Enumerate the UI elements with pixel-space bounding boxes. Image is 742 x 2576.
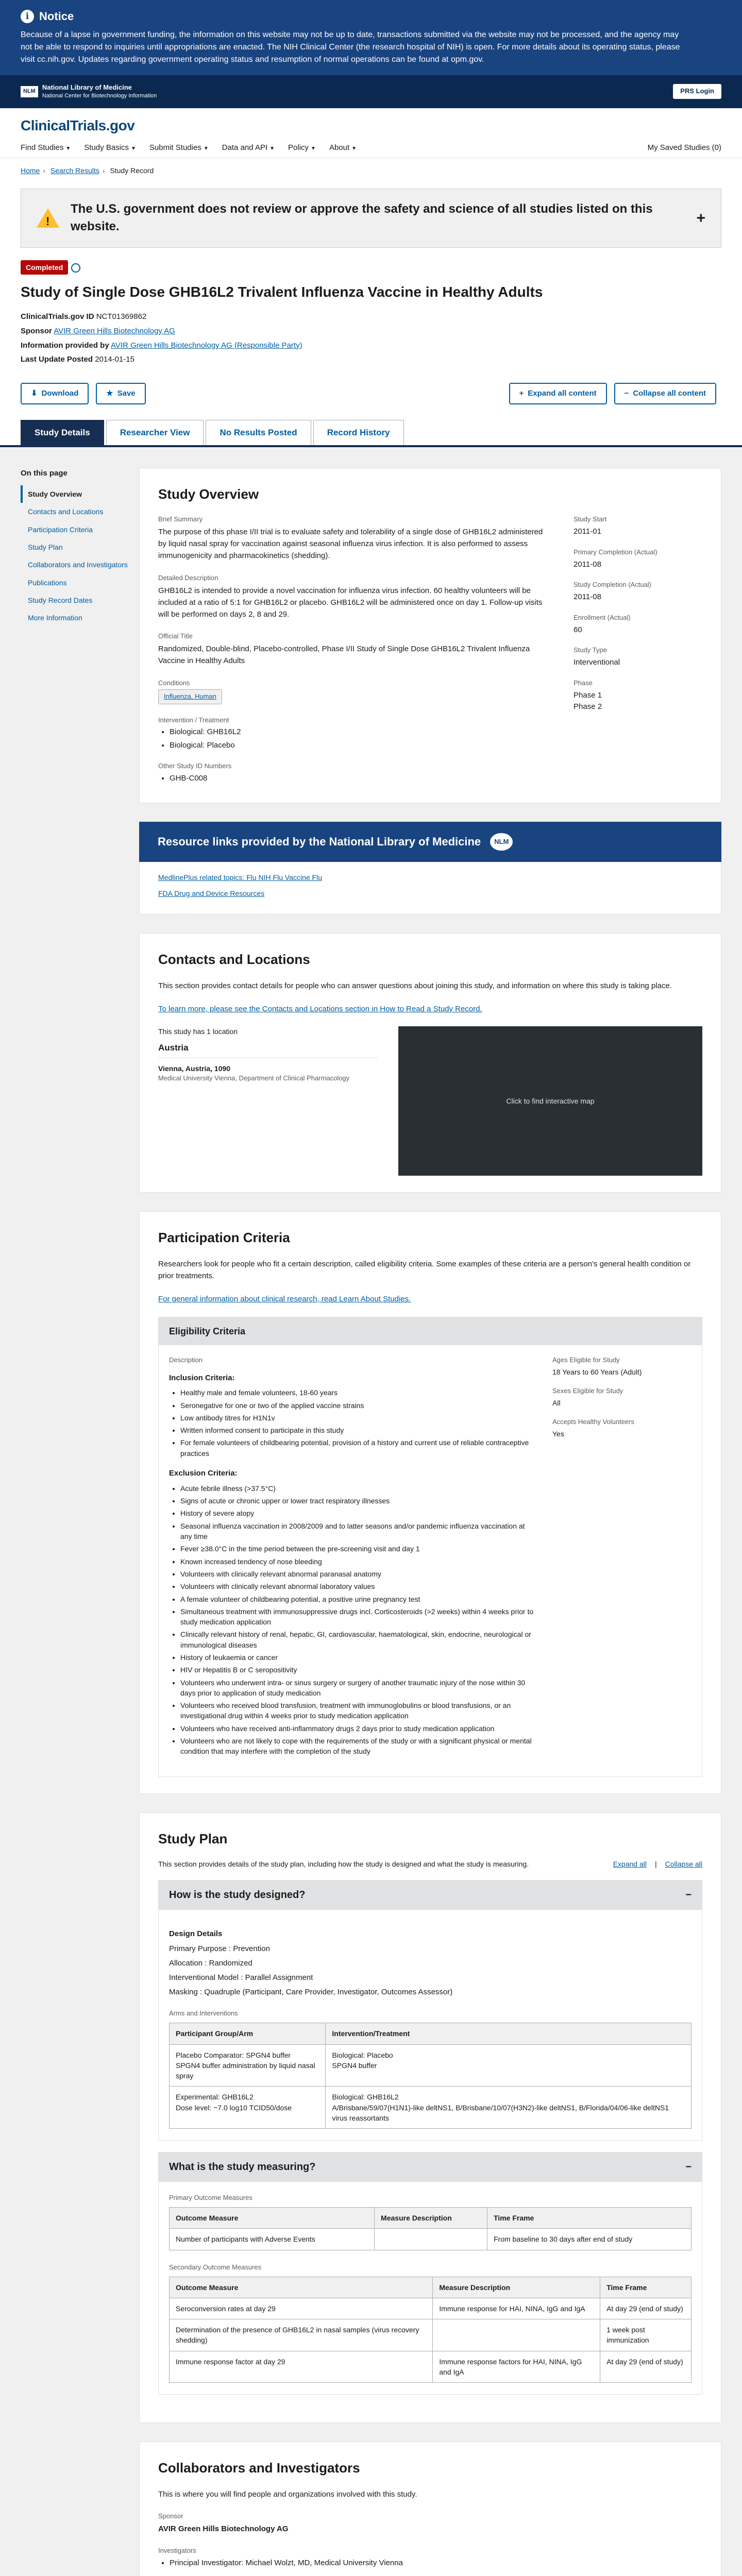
save-icon: ★ [106, 389, 113, 398]
criteria-intro: Researchers look for people who fit a certain description, called eligibility criteria. Some examples of these criteria are a person's general health condition or prior treatments. [158, 1259, 691, 1281]
breadcrumb-current: Study Record [110, 166, 154, 175]
plan-expand-all[interactable]: Expand all [613, 1860, 647, 1869]
nlm-resources-header[interactable] [139, 822, 721, 862]
study-plan-section: Study Plan This section provides details of the study plan, including how the study is designed and what the study is measuring. Expand all | Collapse all How is the study designed? − Design Details Primary Purpose : Prevention Allocation : Randomized Interventional Model : Parallel Assignment Masking : Quadruple (Participant, Care Provider, Investigator, Outcomes Assessor) Arms and Interventions Participant Group/Arm Intervention/Treatment Placebo Comparator: SPGN4 buffer SPGN4 buffer administration by liquid nasal spray Biological: Placebo SPGN4 buffer Experimental: GHB16L2 Dose level: ~7.0 log10 TCID50/dose Biological: GHB16L2 A/Brisbane/59/07(H1N1)-like deltNS1, B/Brisbane/10/07(H3N2)-like deltNS1, B/Florida/04/06-like deltNS1 virus reassortants What is the study measuring? − Primary Outcome Measures Outcome Measure Measure Description Time Frame Number of participants with Adverse Events From baseline to 30 days after end of study Secondary Outcome Measures Outcome Measure Measure Description Time Frame Seroconversion rates at day 29 Immune response for HAI, NINA, IgG and IgA At day 29 (end of study) Determination of the presence of GHB16L2 in nasal samples (virus recovery shedding) 1 week post immunization Immune response factor at day 29 Immune response factors for HAI, NINA, IgG and IgA At day 29 (end of study) [139, 1812, 721, 2424]
main-area [0, 447, 742, 2576]
inclusion-label: Inclusion Criteria: [169, 1373, 235, 1382]
breadcrumb: Home › Search Results › Study Record [21, 166, 154, 175]
page-sidebar [21, 468, 139, 2576]
healthy-volunteers: Yes [552, 1429, 564, 1438]
nlm-bar [0, 75, 742, 108]
saved-studies-link[interactable]: My Saved Studies (0) [647, 143, 721, 152]
arms-label: Arms and Interventions [169, 2009, 238, 2018]
other-id-item: • GHB-C008 [170, 773, 553, 784]
save-button[interactable]: ★ Save [96, 383, 146, 404]
phase-2: Phase 2 [574, 702, 602, 711]
study-title: Study of Single Dose GHB16L2 Trivalent Influenza Vaccine in Healthy Adults [21, 284, 543, 300]
arms-table: Participant Group/Arm Intervention/Treatment Placebo Comparator: SPGN4 buffer SPGN4 buffer administration by liquid nasal spray Biological: Placebo SPGN4 buffer Experimental: GHB16L2 Dose level: ~7.0 log10 TCID50/dose Biological: GHB16L2 A/Brisbane/59/07(H1N1)-like deltNS1, B/Brisbane/10/07(H3N2)-like deltNS1, B/Florida/04/06-like deltNS1 virus reassortants [169, 2023, 692, 2129]
tab-record-history[interactable]: Record History [313, 420, 404, 446]
last-update-row: Last Update Posted 2014-01-15 [21, 355, 134, 364]
disclaimer-banner[interactable] [21, 189, 721, 248]
design-masking: Masking : Quadruple (Participant, Care Provider, Investigator, Outcomes Assessor) [169, 1987, 453, 1996]
fda-resources-link[interactable]: FDA Drug and Device Resources [158, 889, 265, 897]
resources-heading: Resource links provided by the National Library of Medicine [158, 835, 481, 849]
download-icon: ⬇ [31, 389, 38, 398]
collab-intro: This is where you will find people and organizations involved with this study. [158, 2490, 417, 2499]
table-row: Immune response factor at day 29 Immune response factors for HAI, NINA, IgG and IgA At day 29 (end of study) [170, 2351, 692, 2383]
tab-no-results[interactable]: No Results Posted [206, 420, 311, 446]
other-ids-label: Other Study ID Numbers [158, 761, 232, 770]
criteria-heading: Participation Criteria [158, 1230, 290, 1246]
minus-icon: − [624, 389, 629, 398]
overview-facts: Study Start 2011-01 Primary Completion (Actual) 2011-08 Study Completion (Actual) 2011-08 Enrollment (Actual) 60 Study Type Interventional Phase Phase 1 Phase 2 [574, 515, 702, 786]
sidebar-item-publications[interactable]: Publications [28, 578, 67, 587]
interventions-label: Intervention / Treatment [158, 716, 229, 724]
primary-outcomes-table: Outcome Measure Measure Description Time Frame Number of participants with Adverse Events From baseline to 30 days after end of study [169, 2207, 692, 2250]
design-accordion-header[interactable]: How is the study designed? − [159, 1880, 702, 1910]
plus-icon: + [519, 389, 524, 398]
sidebar-title: On this page [21, 469, 68, 478]
sidebar-item-collaborators[interactable]: Collaborators and Investigators [28, 561, 128, 569]
sidebar-item-contacts[interactable]: Contacts and Locations [28, 507, 104, 516]
design-purpose: Primary Purpose : Prevention [169, 1944, 270, 1954]
sidebar-item-criteria[interactable]: Participation Criteria [28, 525, 93, 534]
table-row: Determination of the presence of GHB16L2 in nasal samples (virus recovery shedding) 1 week post immunization [170, 2319, 692, 2351]
criteria-section [139, 1211, 721, 1793]
collapse-all-button[interactable]: − Collapse all content [614, 383, 716, 404]
nav-policy[interactable]: Policy ▼ [288, 143, 316, 152]
plan-intro: This section provides details of the study plan, including how the study is designed and what the study is measuring. [158, 1860, 529, 1869]
tab-researcher-view[interactable]: Researcher View [106, 420, 204, 446]
detailed-description-label: Detailed Description [158, 573, 218, 582]
shutdown-notice [0, 0, 742, 75]
notice-text: Because of a lapse in government funding, the information on this website may not be up to date, transactions submitted via the website may not be processed, and the agency may not be able to respond to inquiries until appropriations are enacted. The NIH Clinical Center (the research hospital of NIH) is open. For more details about its operating status, please visit cc.nih.gov. Updates regarding government operating status and resumption of normal operations can be found at opm.gov. [21, 30, 680, 64]
nav-study-basics[interactable]: Study Basics ▼ [84, 143, 136, 152]
sidebar-item-overview[interactable]: Study Overview [21, 485, 129, 503]
download-button[interactable]: ⬇ Download [21, 383, 89, 404]
table-row: Number of participants with Adverse Events From baseline to 30 days after end of study [170, 2229, 692, 2250]
action-buttons [21, 383, 721, 404]
phase-1: Phase 1 [574, 690, 602, 700]
sponsor-row: Sponsor AVIR Green Hills Biotechnology AG [21, 326, 175, 335]
contacts-section [139, 933, 721, 1193]
sidebar-item-dates[interactable]: Study Record Dates [28, 596, 93, 604]
enrollment: 60 [574, 625, 582, 634]
eligibility-facts: Ages Eligible for Study 18 Years to 60 Years (Adult) Sexes Eligible for Study All Accepts Healthy Volunteers Yes [552, 1355, 692, 1766]
study-type: Interventional [574, 658, 620, 667]
location-site-sub: Medical University Vienna, Department of Clinical Pharmacology [158, 1074, 350, 1082]
collapse-icon: − [685, 1889, 692, 1901]
study-header [0, 260, 742, 404]
location-list [158, 1026, 378, 1176]
table-row: Experimental: GHB16L2 Dose level: ~7.0 log10 TCID50/dose Biological: GHB16L2 A/Brisbane/59/07(H1N1)-like deltNS1, B/Brisbane/10/07(H3N2)-like deltNS1, B/Florida/04/06-like deltNS1 virus reassortants [170, 2087, 692, 2129]
criteria-general[interactable]: For general information about clinical research, read Learn About Studies. [158, 1295, 411, 1304]
plan-heading: Study Plan [158, 1831, 228, 1846]
warning-icon: ! [37, 208, 59, 228]
location-map[interactable]: Click to find interactive map [398, 1026, 702, 1176]
measure-accordion-header[interactable]: What is the study measuring? − [159, 2153, 702, 2182]
eligibility-title: Eligibility Criteria [159, 1317, 702, 1345]
expand-icon[interactable]: + [696, 209, 705, 227]
intervention-item: • Biological: Placebo [170, 740, 553, 751]
design-accordion [158, 1880, 702, 2141]
site-header [0, 108, 742, 158]
collaborators-section: Collaborators and Investigators This is where you will find people and organizations involved with this study. Sponsor AVIR Green Hills Biotechnology AG Investigators • Principal Investigator: Michael Wolzt, MD, Medical University Vienna [139, 2442, 721, 2576]
expand-all-button[interactable]: + Expand all content [509, 383, 607, 404]
nlm-resources-body [139, 862, 721, 914]
sidebar-item-more-info[interactable]: More Information [28, 614, 82, 622]
conditions-label: Conditions [158, 679, 190, 687]
primary-outcomes-label: Primary Outcome Measures [169, 2194, 252, 2202]
secondary-outcomes-table: Outcome Measure Measure Description Time Frame Seroconversion rates at day 29 Immune response for HAI, NINA, IgG and IgA At day 29 (end of study) Determination of the presence of GHB16L2 in nasal samples (virus recovery shedding) 1 week post immunization Immune response factor at day 29 Immune response factors for HAI, NINA, IgG and IgA At day 29 (end of study) [169, 2277, 692, 2383]
content-column [139, 468, 721, 2576]
nav-submit-studies[interactable]: Submit Studies ▼ [149, 143, 209, 152]
status-badge: Completed [21, 260, 68, 275]
collapse-icon: − [685, 2161, 692, 2173]
official-title-label: Official Title [158, 632, 193, 640]
breadcrumb-search-results[interactable]: Search Results [50, 166, 99, 175]
collab-heading: Collaborators and Investigators [158, 2460, 360, 2476]
nlm-badge: NLM [490, 833, 513, 851]
nav-about[interactable]: About ▼ [329, 143, 357, 152]
measure-accordion [158, 2152, 702, 2395]
study-overview-section [139, 468, 721, 803]
sexes-eligible: All [552, 1398, 561, 1407]
medlineplus-links[interactable]: MedlinePlus related topics: Flu NIH Flu Vaccine Flu [158, 873, 322, 882]
table-row: Placebo Comparator: SPGN4 buffer SPGN4 buffer administration by liquid nasal spray Biological: Placebo SPGN4 buffer [170, 2044, 692, 2087]
sidebar-item-plan[interactable]: Study Plan [28, 543, 63, 552]
overview-heading: Study Overview [158, 486, 259, 502]
site-brand[interactable]: ClinicalTrials.gov [21, 117, 135, 133]
disclaimer-text: The U.S. government does not review or approve the safety and science of all studies listed on this website. [71, 201, 653, 234]
info-provided-row: Information provided by AVIR Green Hills Biotechnology AG (Responsible Party) [21, 341, 302, 350]
design-details-label: Design Details [169, 1929, 223, 1938]
official-title: Randomized, Double-blind, Placebo-controlled, Phase I/II Study of Single Dose GHB16L2 Trivalent Influenza Vaccine in Healthy Adults [158, 645, 530, 666]
location-site: Vienna, Austria, 1090 [158, 1064, 231, 1073]
plan-collapse-all[interactable]: Collapse all [665, 1860, 702, 1869]
brief-summary: The purpose of this phase I/II trial is to evaluate safety and tolerability of a single dose of GHB16L2 administered by liquid nasal spray for vaccination against seasonal influenza virus infection. It is also performed to assess immunogenicity and pharmacokinetics (shedding). [158, 527, 543, 561]
ages-eligible: 18 Years to 60 Years (Adult) [552, 1367, 642, 1376]
tab-study-details[interactable]: Study Details [21, 420, 104, 446]
nav-find-studies[interactable]: Find Studies ▼ [21, 143, 71, 152]
inclusion-list: • Healthy male and female volunteers, 18-60 years • Seronegative for one or two of the applied vaccine strains • Low antibody titres for H1N1v • Written informed consent to participate in this study • For female volunteers of childbearing potential, provision of a history and current use of reliable contraceptive practices [169, 1387, 537, 1459]
breadcrumb-home[interactable]: Home [21, 166, 40, 175]
main-nav [21, 142, 721, 154]
eligibility-box: Eligibility Criteria Description Inclusion Criteria: • Healthy male and female volunteers, 18-60 years • Seronegative for one or two of the applied vaccine strains • Low antibody titres for H1N1v • Written informed consent to participate in this study • For female volunteers of childbearing potential, provision of a history and current use of reliable contraceptive practices Exclusion Criteria: • Acute febrile illness (>37.5°C) • Signs of acute or chronic upper or lower tract respiratory illnesses • History of severe atopy • Seasonal influenza vaccination in 2008/2009 and to latter seasons and/or pandemic influenza vaccination at any time • Fever ≥38.0°C in the time period between the pre-screening visit and day 1 • Known increased tendency of nose bleeding • Volunteers with clinically relevant abnormal paranasal anatomy • Volunteers with clinically relevant abnormal laboratory values • A female volunteer of childbearing potential, a positive urine pregnancy test • Simultaneous treatment with immunosuppressive drugs incl. Corticosteroids (>2 weeks) within 4 weeks prior to study medication application • Clinically relevant history of renal, hepatic, GI, cardiovascular, haematological, skin, endocrine, neurological or immunological diseases • History of leukaemia or cancer • HIV or Hepatitis B or C seropositivity • Volunteers who underwent intra- or sinus surgery or surgery of another traumatic injury of the nose within 30 days prior to application of study medication • Volunteers who received blood transfusion, treatment with immunoglobulins or blood transfusions, or an investigational drug within 4 weeks prior to study medication application • Volunteers who have received anti-inflammatory drugs 2 days prior to study medication application • Volunteers who are not likely to cope with the requirements of the study or with a significant physical or mental condition that may interfere with the completion of the study Ages Eligible for Study 18 Years to 60 Years (Adult) Sexes Eligible for Study All Accepts Healthy Volunteers Yes [158, 1317, 702, 1777]
notice-title: Notice [39, 10, 74, 23]
investigator-item: • Principal Investigator: Michael Wolzt, MD, Medical University Vienna [170, 2557, 702, 2569]
design-model: Interventional Model : Parallel Assignment [169, 1973, 313, 1982]
intervention-item: • Biological: GHB16L2 [170, 726, 553, 738]
nlm-logo[interactable]: NLM National Library of Medicine National Center for Biotechnology Information [21, 83, 157, 101]
detailed-description: GHB16L2 is intended to provide a novel vaccination for influenza virus infection. 60 healthy volunteers will be included at a ratio of 5:1 for GHB16L2 or placebo. GHB16L2 will be administered once on day 1. Follow-up visits will be performed on days 2, 8 and 29. [158, 586, 543, 619]
contacts-heading: Contacts and Locations [158, 951, 310, 967]
contacts-learn-more[interactable]: To learn more, please see the Contacts and Locations section in How to Read a Study Record. [158, 1004, 482, 1013]
collab-sponsor: AVIR Green Hills Biotechnology AG [158, 2524, 289, 2534]
primary-completion: 2011-08 [574, 560, 601, 569]
brief-summary-label: Brief Summary [158, 515, 203, 523]
prs-login-button[interactable]: PRS Login [673, 84, 721, 99]
contacts-intro: This section provides contact details for people who can answer questions about joining this study, and information on where this study is taking place. [158, 981, 672, 990]
exclusion-label: Exclusion Criteria: [169, 1469, 238, 1478]
location-count: This study has 1 location [158, 1027, 238, 1036]
info-icon: i [21, 10, 34, 23]
table-row: Seroconversion rates at day 29 Immune response for HAI, NINA, IgG and IgA At day 29 (end of study) [170, 2298, 692, 2319]
nav-data-api[interactable]: Data and API ▼ [222, 143, 275, 152]
exclusion-list: • Acute febrile illness (>37.5°C) • Signs of acute or chronic upper or lower tract respiratory illnesses • History of severe atopy • Seasonal influenza vaccination in 2008/2009 and to latter seasons and/or pandemic influenza vaccination at any time • Fever ≥38.0°C in the time period between the pre-screening visit and day 1 • Known increased tendency of nose bleeding • Volunteers with clinically relevant abnormal paranasal anatomy • Volunteers with clinically relevant abnormal laboratory values • A female volunteer of childbearing potential, a positive urine pregnancy test • Simultaneous treatment with immunosuppressive drugs incl. Corticosteroids (>2 weeks) within 4 weeks prior to study medication application • Clinically relevant history of renal, hepatic, GI, cardiovascular, haematological, skin, endocrine, neurological or immunological diseases • History of leukaemia or cancer • HIV or Hepatitis B or C seropositivity • Volunteers who underwent intra- or sinus surgery or surgery of another traumatic injury of the nose within 30 days prior to application of study medication • Volunteers who received blood transfusion, treatment with immunoglobulins or blood transfusions, or an investigational drug within 4 weeks prior to study medication application • Volunteers who have received anti-inflammatory drugs 2 days prior to study medication application • Volunteers who are not likely to cope with the requirements of the study or with a significant physical or mental condition that may interfere with the completion of the study [169, 1483, 537, 1757]
condition-tag[interactable]: Influenza, Human [158, 689, 222, 704]
study-id-row: ClinicalTrials.gov ID NCT01369862 [21, 312, 147, 321]
design-allocation: Allocation : Randomized [169, 1959, 252, 1968]
record-tabs [0, 420, 742, 448]
study-completion: 2011-08 [574, 592, 601, 602]
status-info-icon[interactable] [71, 263, 80, 273]
secondary-outcomes-label: Secondary Outcome Measures [169, 2263, 262, 2271]
study-start: 2011-01 [574, 527, 601, 536]
location-country: Austria [158, 1042, 378, 1058]
